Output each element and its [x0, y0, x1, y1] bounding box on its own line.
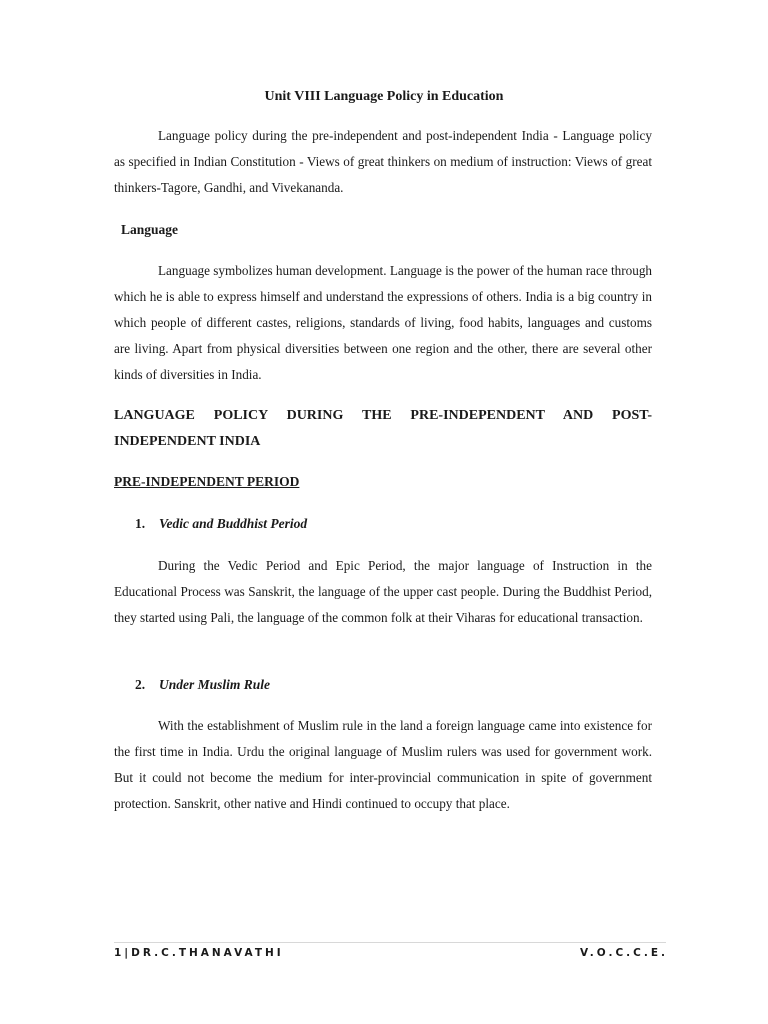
section-item-1-label: Vedic and Buddhist Period [159, 516, 308, 531]
section-item-1-body: During the Vedic Period and Epic Period, the major language of Instruction in the Educational Process was Sanskrit, the language of the upper cast people. During the Buddhist Period, they started using Pali, the language of the common folk at their Viharas for educational transaction. [114, 558, 652, 625]
document-title: Unit VIII Language Policy in Education [264, 89, 504, 104]
pre-independent-subheading: PRE-INDEPENDENT PERIOD [114, 474, 300, 489]
section-item-2-label: Under Muslim Rule [159, 677, 271, 692]
section-item-1-number: 1. [135, 516, 146, 531]
language-paragraph: Language symbolizes human development. Language is the power of the human race through which he is able to express himself and understand the expressions of others. India is a big country in which people of different castes, religions, standards of living, food habits, languages and customs are living. Apart from physical diversities between one region and the other, there are several other kinds of diversities in India. [114, 263, 653, 382]
section-item-1-title [135, 516, 307, 532]
footer-institution: V.O.C.C.E. [580, 947, 668, 959]
policy-heading: LANGUAGE POLICY DURING THE PRE-INDEPENDENT AND POST-INDEPENDENT INDIA [114, 408, 652, 449]
language-heading: Language [121, 222, 179, 237]
footer-author: 1|DR.C.THANAVATHI [114, 947, 284, 959]
footer-divider [114, 942, 666, 943]
intro-paragraph: Language policy during the pre-independent and post-independent India - Language policy as specified in Indian Constitution - Views of great thinkers on medium of instruction: Views of great thinkers-Tagore, Gandhi, and Vivekananda. [114, 128, 652, 195]
section-item-2-body: With the establishment of Muslim rule in the land a foreign language came into existence for the first time in India. Urdu the original language of Muslim rulers was used for government work. But it could not become the medium for inter-provincial communication in spite of government protection. Sanskrit, other native and Hindi continued to occupy that place. [114, 718, 652, 811]
section-item-2-title [135, 677, 270, 693]
section-item-2-number: 2. [135, 677, 146, 692]
